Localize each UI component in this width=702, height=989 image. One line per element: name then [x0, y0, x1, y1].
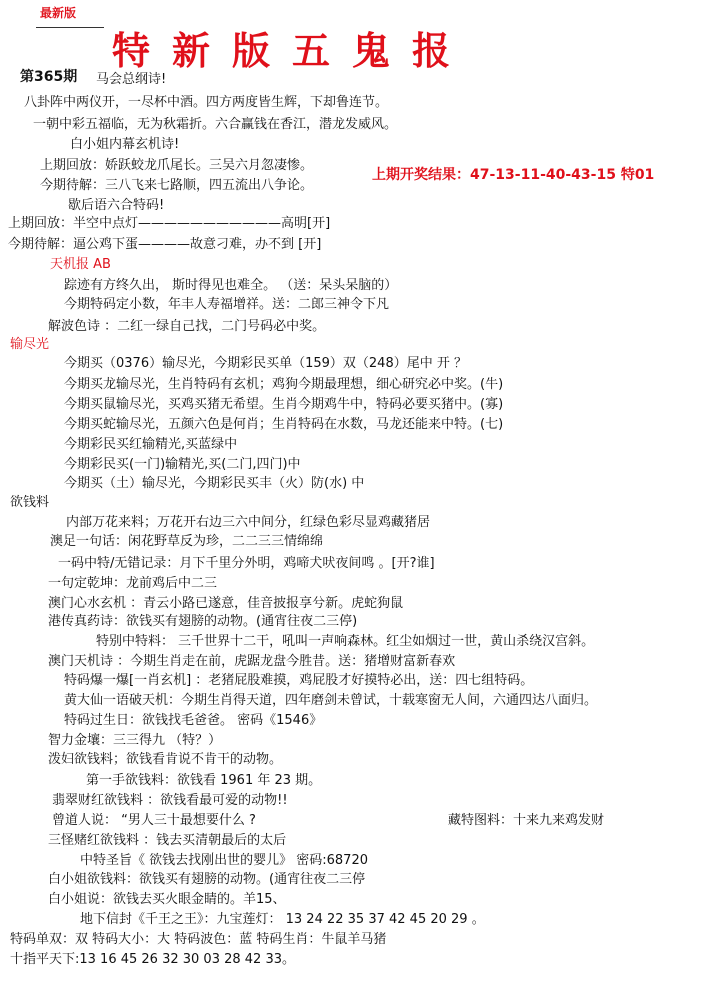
text-line: 澳门心水玄机 ：青云小路已遂意，佳音披报享兮新。虎蛇狗鼠 — [48, 596, 404, 611]
text-line: 第一手欲钱料：欲钱看 1961 年 23 期。 — [86, 773, 322, 788]
text-line: 今期买（土）输尽光，今期彩民买丰（火）防(水) 中 — [64, 476, 365, 491]
text-line: 特码过生日：欲钱找毛爸爸。 密码《1546》 — [64, 713, 323, 728]
section-heading: 欲钱料 — [10, 495, 50, 510]
section-heading: 输尽光 — [10, 337, 50, 352]
text-line: 上期回放：半空中点灯———————————高明[开] — [8, 216, 331, 231]
text-line: 地下信封《千王之王》：九宝莲灯： 13 24 22 35 37 42 45 20 29 。 — [80, 912, 485, 927]
text-line: 三怪赌红欲钱料 ：钱去买清朝最后的太后 — [48, 833, 287, 848]
text-line: 中特圣旨《 欲钱去找刚出世的婴儿》 密码:68720 — [80, 853, 368, 868]
badge-divider — [36, 27, 104, 28]
text-line: 黄大仙一语破天机：今期生肖得天道，四年磨剑未曾试，十载寒窗无人间，六通四达八面归。 — [64, 693, 598, 708]
text-line: 今期买蛇输尽光，五颜六色是何肖；生肖特码在水数，马龙还能来中特。(七) — [64, 417, 504, 432]
text-line: 八卦阵中两仪开，一尽杯中酒。四方两度皆生辉，下却鲁连节。 — [24, 95, 389, 110]
text-line: 翡翠财红欲钱料 ：欲钱看最可爱的动物!! — [52, 793, 288, 808]
text-line: 今期待解：三八飞来七路顺，四五流出八争论。 — [40, 178, 314, 193]
poem-title: 马会总纲诗! — [96, 72, 167, 87]
text-line: 内部万花来料；万花开右边三六中间分，红绿色彩尽显鸡藏猪居 — [66, 515, 431, 530]
edition-badge: 最新版 — [40, 6, 77, 20]
text-line: 一码中特/无错记录：月下千里分外明，鸡啼犬吠夜间鸣 。[开?谁] — [58, 556, 435, 571]
text-line: 今期买鼠输尽光，买鸡买猪无希望。生肖今期鸡牛中，特码必要买猪中。(寡) — [64, 397, 504, 412]
text-line: 解波色诗 ：二红一绿自己找，二门号码必中奖。 — [48, 319, 326, 334]
text-line: 泼妇欲钱料；欲钱看肯说不肯干的动物。 — [48, 752, 283, 767]
text-line: 白小姐欲钱料：欲钱买有翅膀的动物。(通宵往夜二三停 — [48, 872, 366, 887]
text-line: 一朝中彩五福临，无为秋霜折。六合赢钱在香江，潜龙发威风。 — [33, 117, 398, 132]
page-title: 特新版五鬼报 — [112, 28, 473, 73]
section-heading: 白小姐内幕玄机诗! — [70, 137, 180, 152]
section-heading: 天机报 AB — [50, 257, 111, 272]
text-line: 港传真药诗：欲钱买有翅膀的动物。(通宵往夜二三停) — [48, 614, 358, 629]
last-result-banner: 上期开奖结果：47-13-11-40-43-15 特01 — [372, 167, 655, 183]
issue-number: 第365期 — [20, 69, 78, 85]
text-line: 白小姐说：欲钱去买火眼金睛的。羊15、 — [48, 892, 286, 907]
text-line: 今期彩民买红输精光,买蓝绿中 — [64, 437, 238, 452]
text-line: 澳门天机诗 ：今期生肖走在前，虎踞龙盘今胜昔。送：猪增财富新春欢 — [48, 654, 456, 669]
text-line: 智力金壤：三三得九 （特？） — [48, 733, 222, 748]
text-line: 特码爆一爆[一肖玄机] ：老猪屁股难摸，鸡屁股才好摸特必出，送：四七组特码。 — [64, 673, 534, 688]
text-line: 曾道人说： “男人三十最想要什么 ? — [52, 813, 256, 828]
text-line: 今期彩民买(一门)输精光,买(二门,四门)中 — [64, 457, 301, 472]
text-line: 特码单双：双 特码大小：大 特码波色：蓝 特码生肖：牛鼠羊马猪 — [10, 932, 387, 947]
text-line: 踪迹有方终久出， 斯时得见也难全。 （送：呆头呆脑的） — [64, 278, 398, 293]
text-line: 上期回放：娇跃蛟龙爪尾长。三吴六月忽凄惨。 — [40, 158, 314, 173]
text-line: 今期买龙输尽光，生肖特码有玄机；鸡狗今期最理想，细心研究必中奖。(牛) — [64, 377, 504, 392]
text-line: 今期待解：逼公鸡下蛋————故意刁难，办不到 [开] — [8, 237, 322, 252]
text-line: 今期买（0376）输尽光，今期彩民买单（159）双（248）尾中 开 ？ — [64, 356, 467, 371]
section-heading: 歇后语六合特码! — [68, 198, 165, 213]
text-line: 一句定乾坤：龙前鸡后中二三 — [48, 576, 218, 591]
text-line: 特别中特料： 三千世界十二干，吼叫一声响森林。红尘如烟过一世，黄山杀绕汉宫斜。 — [96, 634, 595, 649]
text-line: 藏特图料：十来九来鸡发财 — [448, 813, 605, 828]
text-line: 今期特码定小数，年丰人寿福增祥。送：二郎三神令下凡 — [64, 297, 390, 312]
text-line: 澳足一句话：闲花野草反为珍，二二三三情绵绵 — [50, 534, 324, 549]
text-line: 十指平天下:13 16 45 26 32 30 03 28 42 33。 — [10, 952, 295, 967]
